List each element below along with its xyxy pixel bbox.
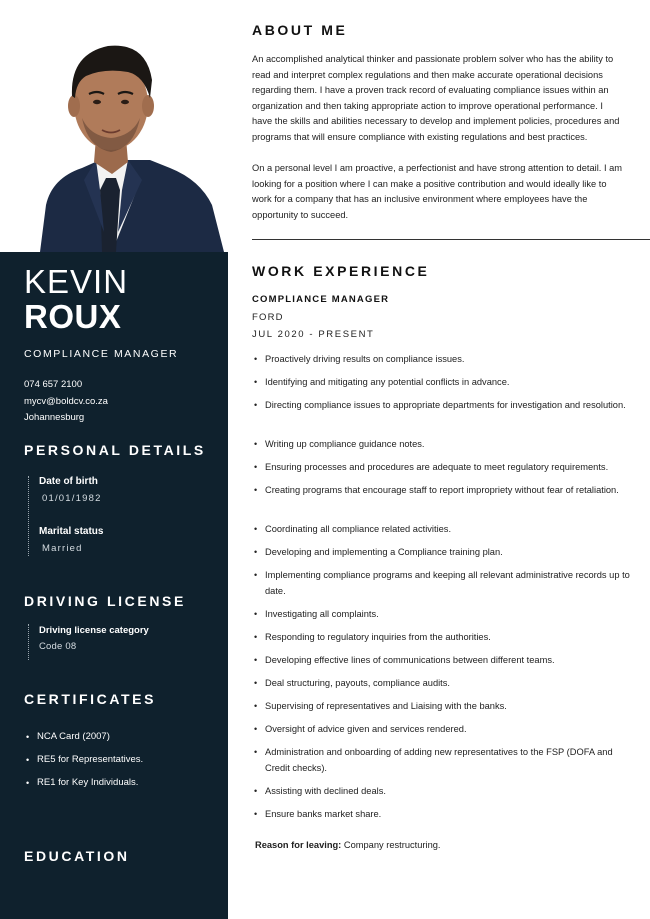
duty-item: • Deal structuring, payouts, compliance audits. xyxy=(252,675,632,698)
job-role: COMPLIANCE MANAGER xyxy=(24,348,179,360)
duty-item: • Assisting with declined deals. xyxy=(252,783,632,806)
sidebar-panel xyxy=(0,252,228,919)
reason-for-leaving-label: Reason for leaving: xyxy=(255,840,342,850)
duty-item: • Developing and implementing a Compliance training plan. xyxy=(252,544,632,567)
driving-license-value: Code 08 xyxy=(39,641,77,652)
driving-license-heading: DRIVING LICENSE xyxy=(24,593,186,609)
duty-item: • Responding to regulatory inquiries from the authorities. xyxy=(252,629,632,652)
dob-value: 01/01/1982 xyxy=(42,493,102,504)
duty-item: • Implementing compliance programs and keeping all relevant administrative records up to date. xyxy=(252,567,632,606)
duty-item: • Directing compliance issues to appropriate departments for investigation and resolution. xyxy=(252,397,632,436)
dob-label: Date of birth xyxy=(39,476,98,487)
section-divider xyxy=(252,239,650,240)
duty-item: • Ensuring processes and procedures are adequate to meet regulatory requirements. xyxy=(252,459,632,482)
marital-status-value: Married xyxy=(42,543,83,554)
job-duties-list xyxy=(252,351,632,829)
duty-item: • Oversight of advice given and services rendered. xyxy=(252,721,632,744)
certificate-item: • NCA Card (2007) xyxy=(24,730,143,753)
duty-item: • Investigating all complaints. xyxy=(252,606,632,629)
about-me-heading: ABOUT ME xyxy=(252,22,348,38)
profile-photo-illustration xyxy=(0,0,228,252)
certificates-list xyxy=(24,730,143,799)
duty-item: • Developing effective lines of communications between different teams. xyxy=(252,652,632,675)
duty-item: • Coordinating all compliance related activities. xyxy=(252,521,632,544)
phone-number: 074 657 2100 xyxy=(24,379,83,390)
reason-for-leaving xyxy=(255,840,441,850)
job-title: COMPLIANCE MANAGER xyxy=(252,294,390,305)
reason-for-leaving-value: Company restructuring. xyxy=(343,840,441,850)
about-me-paragraph-1: An accomplished analytical thinker and passionate problem solver who has the ability to read and interpret complex regulations and then make accurate operational decisions regarding them. I have a proven track record of evaluating compliance issues within an organization and then taking appropriate action to improve operational performance. I have the skills and abilities necessary to develop and implement policies, procedures and programs that will ensure compliance with existing regulations and best practices. xyxy=(252,54,620,142)
job-dates: JUL 2020 - PRESENT xyxy=(252,329,375,340)
profile-photo xyxy=(0,0,228,252)
duty-item: • Administration and onboarding of adding new representatives to the FSP (DOFA and Credit checks). xyxy=(252,744,632,783)
duty-item: • Writing up compliance guidance notes. xyxy=(252,436,632,459)
duty-item: • Ensure banks market share. xyxy=(252,806,632,829)
driving-license-timeline xyxy=(28,624,149,660)
city: Johannesburg xyxy=(24,412,85,423)
sidebar xyxy=(0,0,228,919)
certificate-item: • RE5 for Representatives. xyxy=(24,753,143,776)
duty-item: • Supervising of representatives and Liaising with the banks. xyxy=(252,698,632,721)
certificates-heading: CERTIFICATES xyxy=(24,691,157,707)
personal-details-timeline xyxy=(28,476,104,556)
duty-item: • Creating programs that encourage staff to report impropriety without fear of retaliation. xyxy=(252,482,632,521)
driving-license-label: Driving license category xyxy=(39,625,149,636)
duty-item: • Identifying and mitigating any potential conflicts in advance. xyxy=(252,374,632,397)
marital-status-label: Marital status xyxy=(39,526,104,537)
education-heading: EDUCATION xyxy=(24,848,130,864)
duty-item: • Proactively driving results on compliance issues. xyxy=(252,351,632,374)
email-address: mycv@boldcv.co.za xyxy=(24,396,108,407)
first-name: KEVIN xyxy=(24,263,129,300)
personal-details-heading: PERSONAL DETAILS xyxy=(24,442,206,458)
about-me-paragraph-2: On a personal level I am proactive, a perfectionist and have strong attention to detail. I am looking for a position where I can make a positive contribution and would ideally like to work for a company that has an inclusive environment where employees have the opportunity to succeed. xyxy=(252,163,623,220)
certificate-item: • RE1 for Key Individuals. xyxy=(24,776,143,799)
last-name: ROUX xyxy=(24,298,122,335)
work-experience-heading: WORK EXPERIENCE xyxy=(252,263,430,279)
job-company: FORD xyxy=(252,312,284,323)
